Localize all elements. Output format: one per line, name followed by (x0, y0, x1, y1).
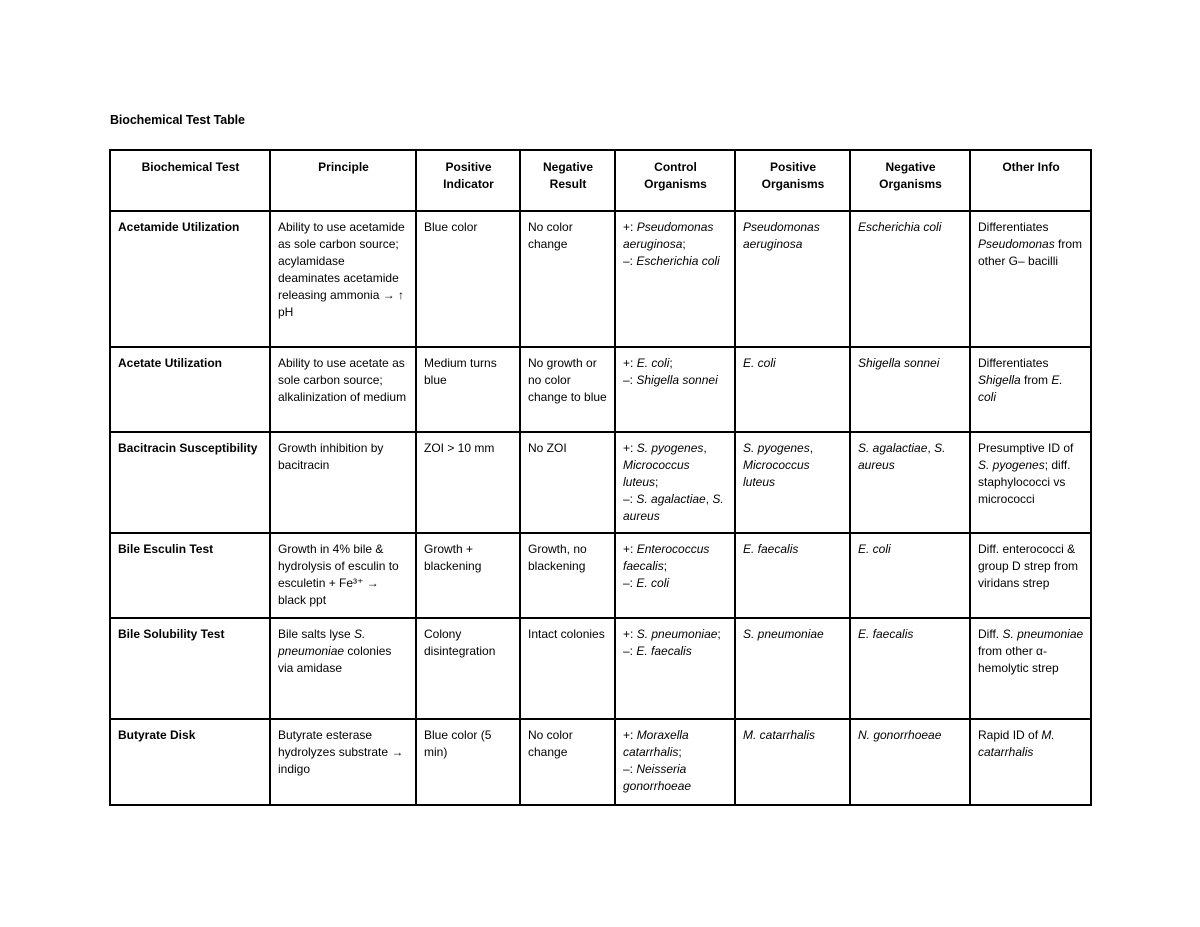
positive-organisms-cell: E. faecalis (735, 533, 850, 618)
column-header: Negative Organisms (850, 150, 970, 211)
negative-organisms-cell: E. coli (850, 533, 970, 618)
control-positive-organism: E. coli (636, 356, 670, 370)
column-header: Positive Organisms (735, 150, 850, 211)
principle-text: Bile salts lyse (278, 627, 355, 641)
other-info-cell (970, 347, 1091, 432)
other-info-cell: Diff. enterococci & group D strep from viridans strep (970, 533, 1091, 618)
control-negative-label: –: (623, 762, 637, 776)
table-row (110, 432, 1091, 533)
control-positive-organism: S. pyogenes (636, 441, 704, 455)
other-info-organism: M. catarrhalis (978, 728, 1055, 759)
test-name-cell: Butyrate Disk (110, 719, 270, 805)
control-positive-label: +: (623, 220, 637, 234)
negative-organisms-cell: Escherichia coli (850, 211, 970, 347)
control-positive-organism: Enterococcus faecalis (623, 542, 710, 573)
control-positive-label: +: (623, 728, 637, 742)
other-info-text: Differentiates (978, 220, 1049, 234)
other-info-text: from other α-hemolytic strep (978, 644, 1059, 675)
other-info-text: Rapid ID of (978, 728, 1042, 742)
control-negative-organism: S. aureus (623, 492, 724, 523)
other-info-cell (970, 432, 1091, 533)
control-negative-label: –: (623, 644, 637, 658)
test-name-cell: Acetamide Utilization (110, 211, 270, 347)
negative-result-cell: No growth or no color change to blue (520, 347, 615, 432)
other-info-cell (970, 719, 1091, 805)
test-name-cell: Bile Esculin Test (110, 533, 270, 618)
control-negative-label: –: (623, 254, 637, 268)
control-positive-label: +: (623, 356, 637, 370)
control-positive-label: +: (623, 542, 637, 556)
principle-cell: Ability to use acetate as sole carbon source; alkalinization of medium (270, 347, 416, 432)
positive-indicator-cell: Blue color (5 min) (416, 719, 520, 805)
positive-organism: Micrococcus luteus (743, 458, 810, 489)
control-organisms-cell: +: Moraxella catarrhalis; –: Neisseria gonorrhoeae (615, 719, 735, 805)
control-negative-organism: Shigella sonnei (636, 373, 718, 387)
control-organisms-cell: +: S. pneumoniae; –: E. faecalis (615, 618, 735, 719)
negative-result-cell: Growth, no blackening (520, 533, 615, 618)
principle-cell: Ability to use acetamide as sole carbon source; acylamidase deaminates acetamide releasing ammonia → ↑ pH (270, 211, 416, 347)
other-info-text: ; diff. staphylococci vs micrococci (978, 458, 1071, 506)
negative-organisms-cell: E. faecalis (850, 618, 970, 719)
control-organisms-cell: +: S. pyogenes, Micrococcus luteus; –: S. agalactiae, S. aureus (615, 432, 735, 533)
positive-indicator-cell: Blue color (416, 211, 520, 347)
negative-organism: S. agalactiae (858, 441, 928, 455)
control-positive-organism: S. pneumoniae (636, 627, 718, 641)
other-info-organism: Pseudomonas (978, 237, 1055, 251)
principle-cell (270, 618, 416, 719)
other-info-text: from other G– bacilli (978, 237, 1083, 268)
control-positive-label: +: (623, 627, 637, 641)
negative-result-cell: No color change (520, 719, 615, 805)
control-positive-organism: Pseudomonas aeruginosa (623, 220, 714, 251)
principle-organism: S. pneumoniae (278, 627, 366, 658)
test-name-cell: Bacitracin Susceptibility (110, 432, 270, 533)
positive-indicator-cell: Medium turns blue (416, 347, 520, 432)
control-negative-label: –: (623, 576, 637, 590)
control-negative-organism: E. coli (636, 576, 670, 590)
other-info-organism: S. pneumoniae (1002, 627, 1084, 641)
control-negative-organism: Escherichia coli (636, 254, 720, 268)
other-info-cell (970, 618, 1091, 719)
negative-organisms-cell: Shigella sonnei (850, 347, 970, 432)
biochemical-test-table (109, 149, 1092, 806)
control-negative-organism: S. agalactiae (636, 492, 706, 506)
control-negative-label: –: (623, 373, 637, 387)
other-info-text: Presumptive ID of (978, 441, 1074, 455)
table-row (110, 347, 1091, 432)
other-info-text: Differentiates (978, 356, 1049, 370)
negative-result-cell: No ZOI (520, 432, 615, 533)
negative-result-cell: Intact colonies (520, 618, 615, 719)
other-info-organism: S. pyogenes (978, 458, 1045, 472)
column-header: Control Organisms (615, 150, 735, 211)
table-row (110, 618, 1091, 719)
column-header: Biochemical Test (110, 150, 270, 211)
negative-organisms-cell: S. agalactiae, S. aureus (850, 432, 970, 533)
document-title: Biochemical Test Table (110, 113, 245, 127)
positive-organism: S. pyogenes (743, 441, 810, 455)
positive-organisms-cell: M. catarrhalis (735, 719, 850, 805)
positive-organisms-cell: S. pneumoniae (735, 618, 850, 719)
table-row (110, 533, 1091, 618)
positive-indicator-cell: Colony disintegration (416, 618, 520, 719)
control-organisms-cell: +: Pseudomonas aeruginosa; –: Escherichia coli (615, 211, 735, 347)
test-name-cell: Acetate Utilization (110, 347, 270, 432)
positive-organisms-cell: S. pyogenes, Micrococcus luteus (735, 432, 850, 533)
column-header: Principle (270, 150, 416, 211)
positive-indicator-cell: ZOI > 10 mm (416, 432, 520, 533)
positive-organisms-cell: E. coli (735, 347, 850, 432)
control-positive-label: +: (623, 441, 637, 455)
table-row (110, 719, 1091, 805)
table-row (110, 211, 1091, 347)
column-header: Positive Indicator (416, 150, 520, 211)
positive-organisms-cell: Pseudomonas aeruginosa (735, 211, 850, 347)
other-info-text: Diff. (978, 627, 1003, 641)
principle-cell: Growth in 4% bile & hydrolysis of esculin to esculetin + Fe³⁺ → black ppt (270, 533, 416, 618)
negative-result-cell: No color change (520, 211, 615, 347)
principle-text: colonies via amidase (278, 644, 392, 675)
control-negative-label: –: (623, 492, 637, 506)
negative-organisms-cell: N. gonorrhoeae (850, 719, 970, 805)
negative-organism: S. aureus (858, 441, 946, 472)
control-negative-organism: E. faecalis (636, 644, 692, 658)
control-positive-organism: Micrococcus luteus (623, 458, 690, 489)
other-info-cell (970, 211, 1091, 347)
column-header: Other Info (970, 150, 1091, 211)
principle-cell: Butyrate esterase hydrolyzes substrate → indigo (270, 719, 416, 805)
header-row (110, 150, 1091, 211)
control-positive-organism: Moraxella catarrhalis (623, 728, 689, 759)
column-header: Negative Result (520, 150, 615, 211)
control-negative-organism: Neisseria gonorrhoeae (623, 762, 692, 793)
test-name-cell: Bile Solubility Test (110, 618, 270, 719)
control-organisms-cell: +: E. coli; –: Shigella sonnei (615, 347, 735, 432)
other-info-organism: Shigella (978, 373, 1021, 387)
control-organisms-cell: +: Enterococcus faecalis; –: E. coli (615, 533, 735, 618)
positive-indicator-cell: Growth + blackening (416, 533, 520, 618)
principle-cell: Growth inhibition by bacitracin (270, 432, 416, 533)
other-info-text: from (1020, 373, 1052, 387)
other-info-organism: E. coli (978, 373, 1063, 404)
